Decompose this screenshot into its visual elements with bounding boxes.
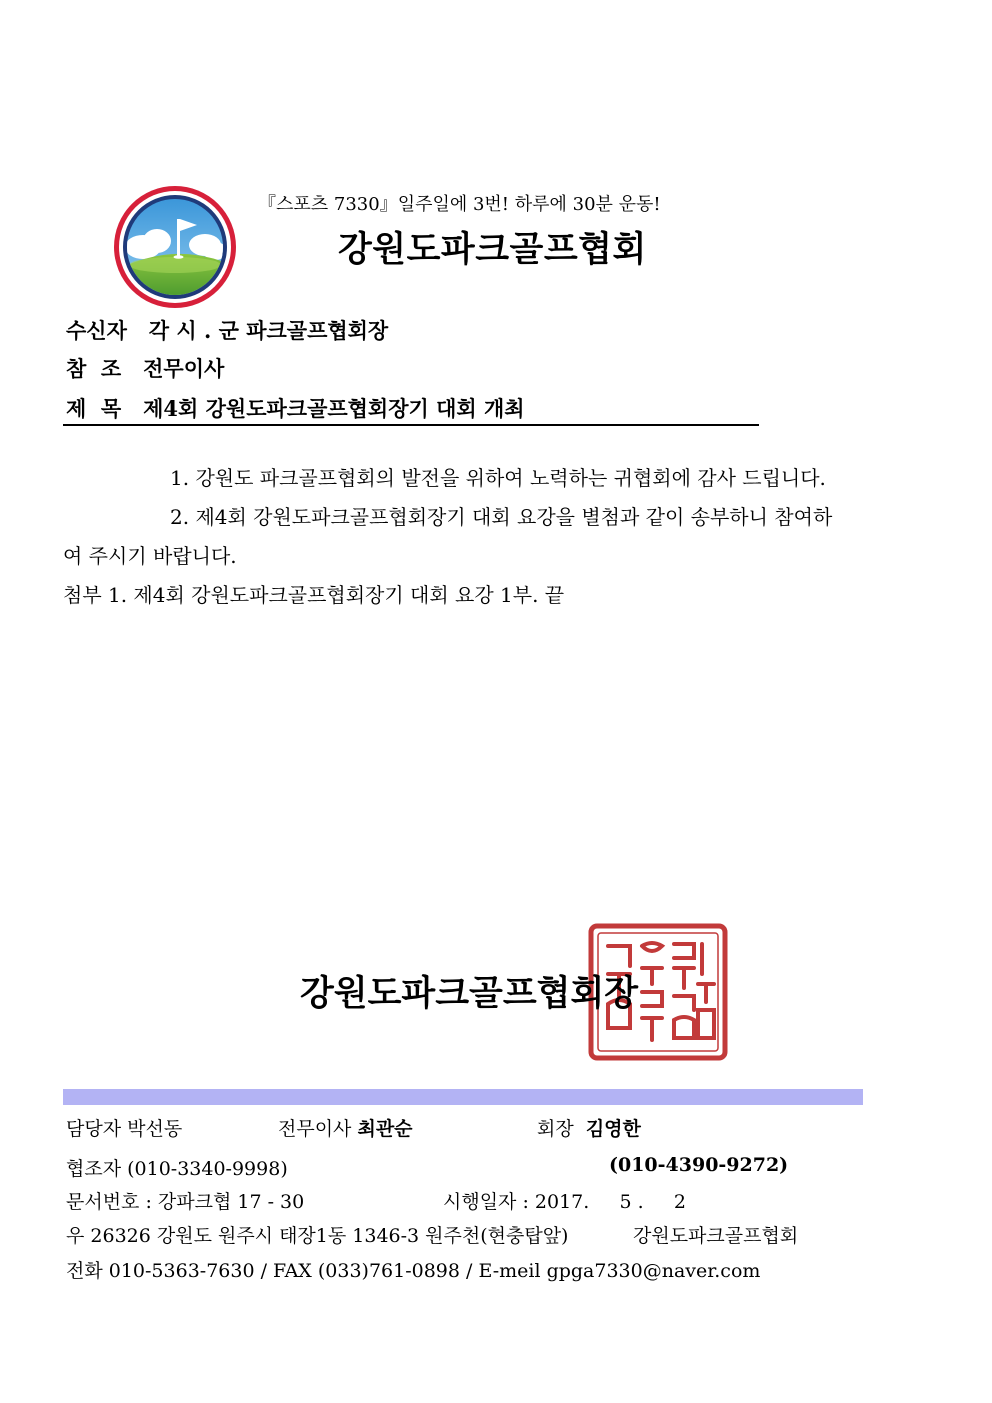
subject-value: 제4회 강원도파크골프협회장기 대회 개최 [143, 396, 525, 421]
paragraph-2-line-1: 2. 제4회 강원도파크골프협회장기 대회 요강을 별첨과 같이 송부하니 참여하 [170, 505, 833, 529]
staff-name: 박선동 [127, 1118, 183, 1140]
address-org: 강원도파크골프협회 [633, 1225, 799, 1247]
director-label: 전무이사 [278, 1118, 352, 1140]
staff-info [66, 1114, 182, 1141]
president-label: 회장 [537, 1118, 574, 1140]
paragraph-1: 1. 강원도 파크골프협회의 발전을 위하여 노력하는 귀협회에 감사 드립니다. [170, 466, 826, 490]
document-number: 문서번호 : 강파크협 17 - 30 [66, 1191, 305, 1213]
director-name: 최관순 [357, 1118, 413, 1140]
president-phone: (010-4390-9272) [609, 1154, 789, 1176]
director-info [278, 1114, 413, 1141]
slogan: 『스포츠 7330』일주일에 3번! 하루에 30분 운동! [258, 194, 661, 215]
footer-accent-bar [63, 1089, 863, 1105]
president-info [537, 1114, 641, 1141]
reference-label: 참 조 [66, 356, 122, 381]
contact-info: 전화 010-5363-7630 / FAX (033)761-0898 / E-meil gpga7330@naver.com [66, 1260, 761, 1282]
president-name: 김영한 [585, 1118, 641, 1140]
subject-row [66, 393, 525, 423]
recipient-value: 각 시 . 군 파크골프협회장 [148, 318, 389, 343]
enforcement-date: 시행일자 : 2017. 5 . 2 [443, 1191, 686, 1213]
staff-label: 담당자 [66, 1118, 122, 1140]
header-divider [63, 424, 759, 426]
subject-label: 제 목 [66, 396, 122, 421]
sender-name: 강원도파크골프협회장 [300, 973, 639, 1014]
park-golf-flag-logo-icon [113, 185, 237, 309]
attachment-line: 첨부 1. 제4회 강원도파크골프협회장기 대회 요강 1부. 끝 [63, 583, 565, 607]
reference-row [66, 353, 224, 383]
address: 우 26326 강원도 원주시 태장1동 1346-3 원주천(현충탑앞) [66, 1225, 569, 1247]
cooperator-phone: 협조자 (010-3340-9998) [66, 1158, 288, 1180]
recipient-row [66, 315, 388, 345]
org-title: 강원도파크골프협회 [338, 229, 647, 270]
paragraph-2-line-2: 여 주시기 바랍니다. [63, 544, 237, 568]
recipient-label: 수신자 [66, 318, 127, 343]
reference-value: 전무이사 [143, 356, 225, 381]
